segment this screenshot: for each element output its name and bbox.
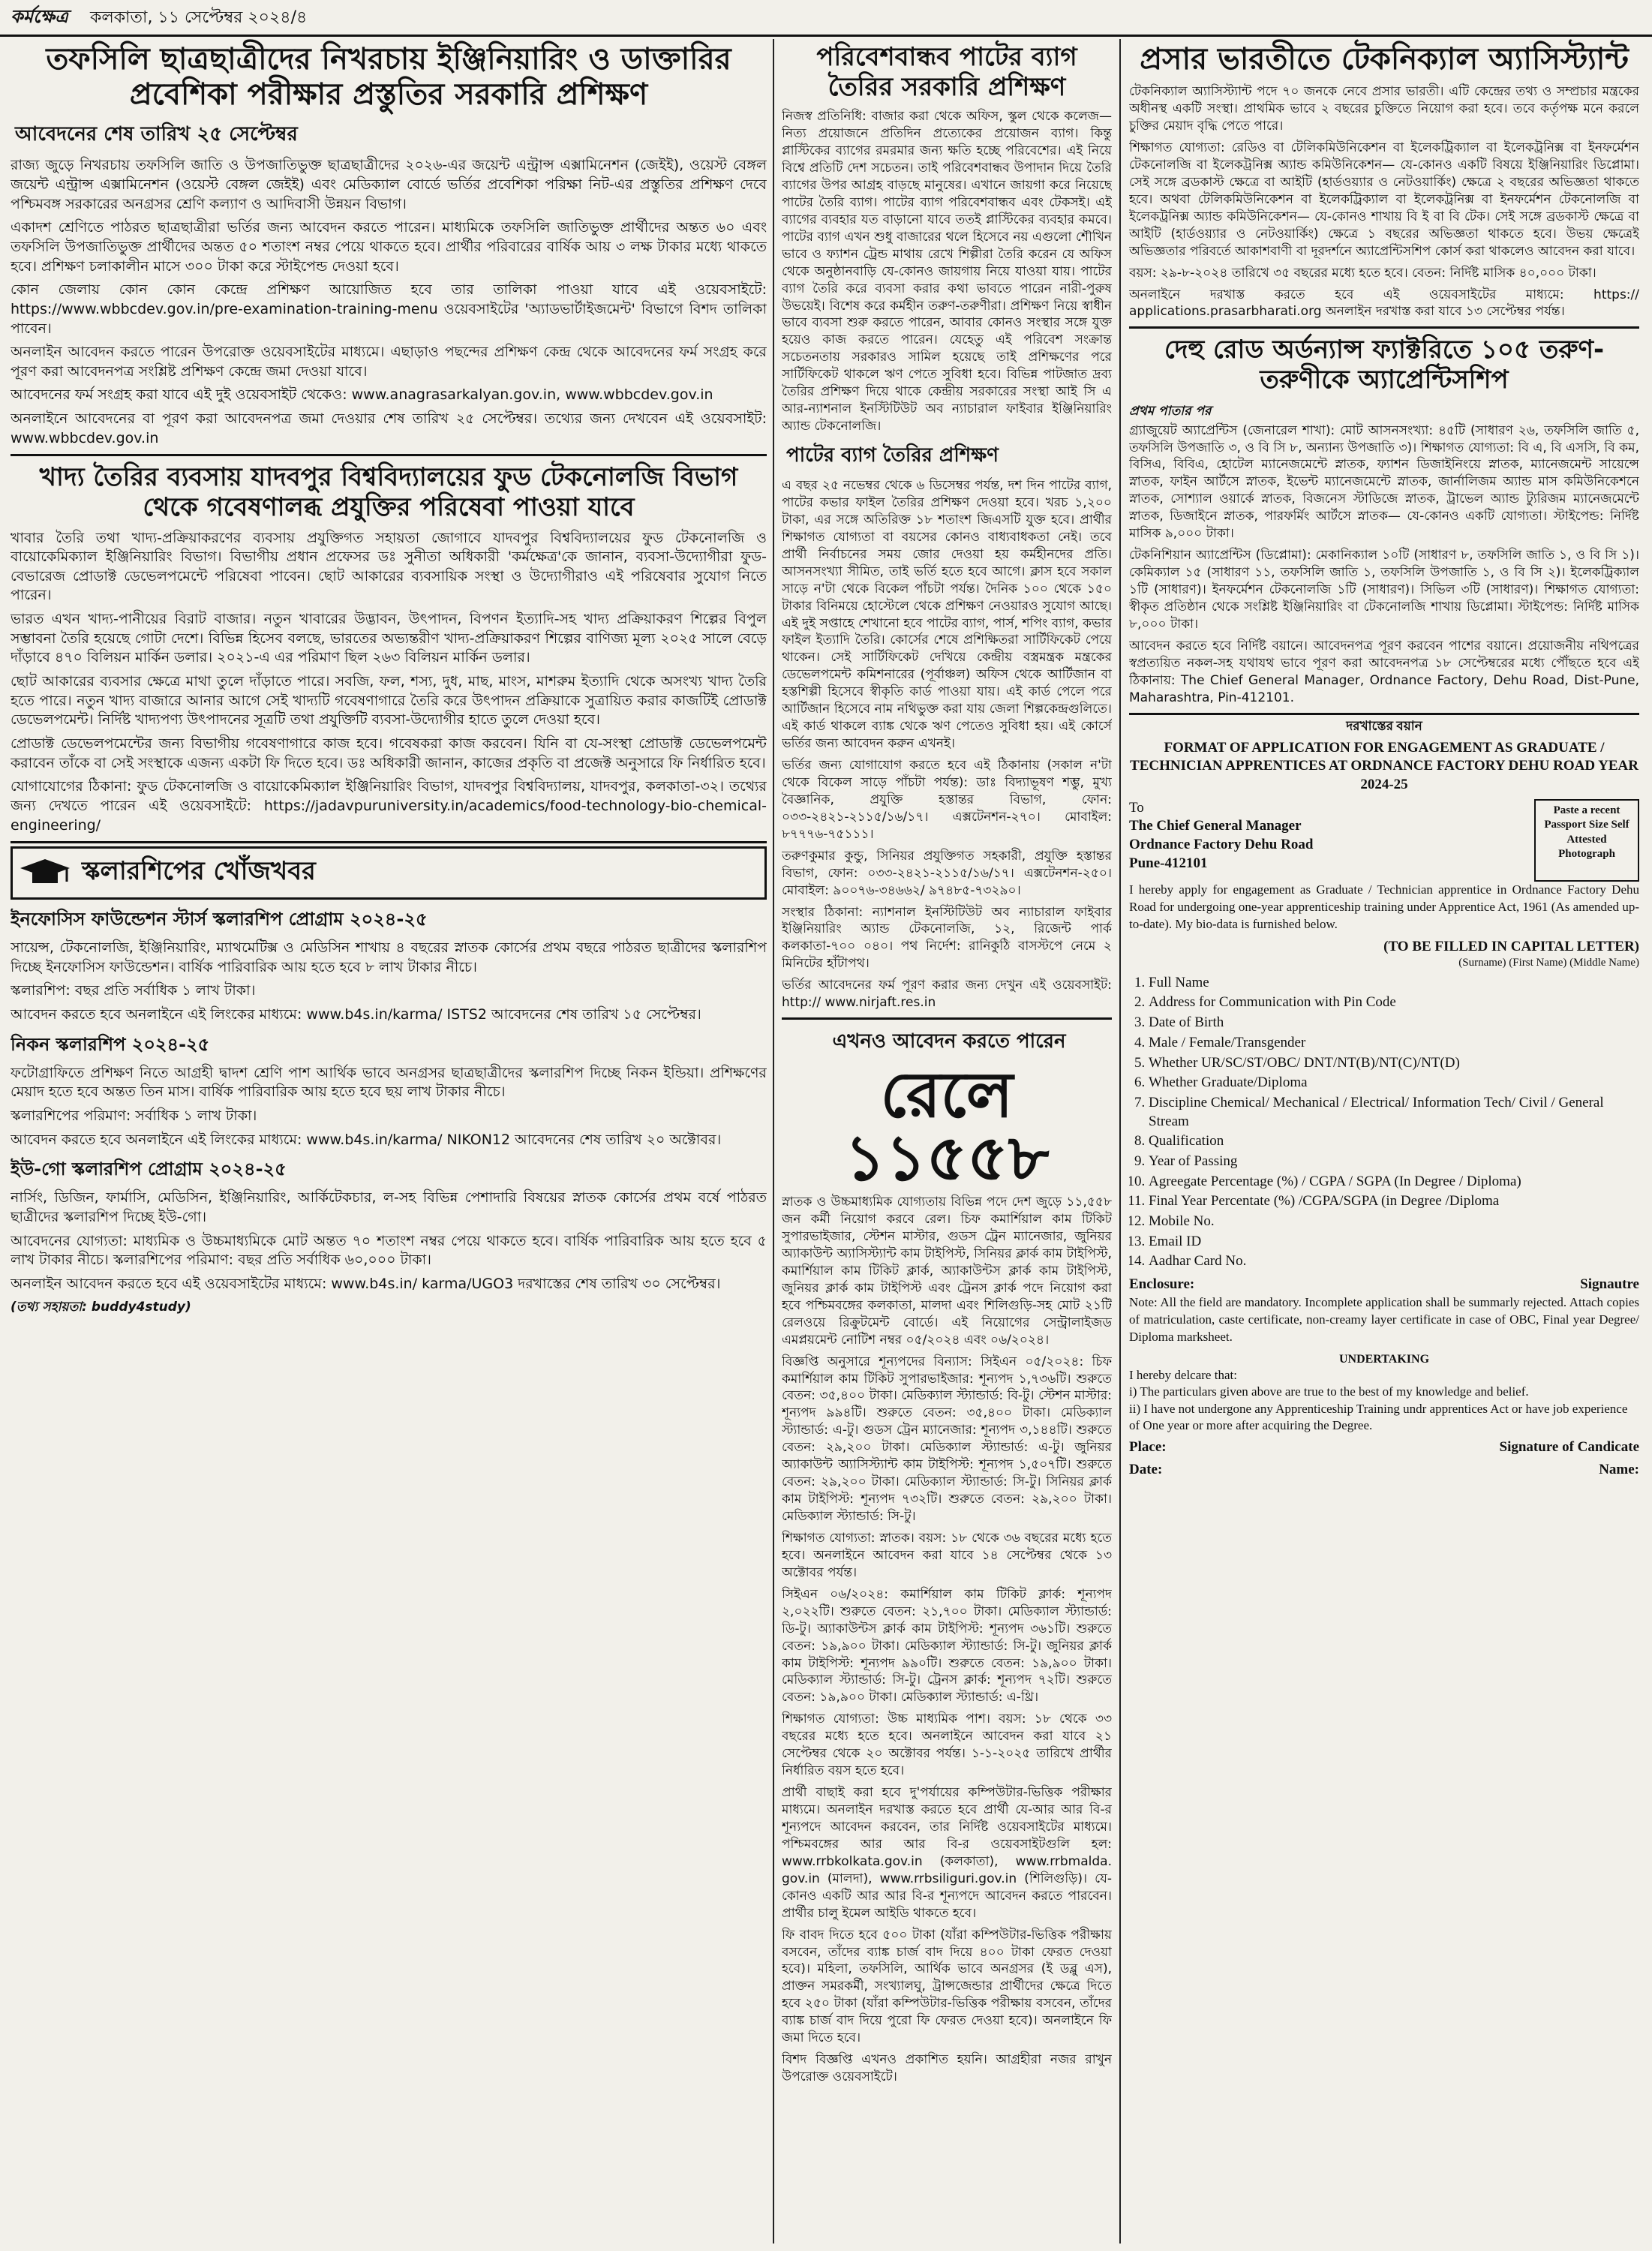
article-paragraph: খাবার তৈরি তথা খাদ্য-প্রক্রিয়াকরণের ব্যবসায় প্রযুক্তিগত সহায়তা জোগাবে যাদবপুর বিশ্ববিদ্যালয়ের ফুড টেকনোলজি ও বায়োকেমিক্যাল ইঞ্জিনিয়ারিং বিভাগ। বিভাগীয় প্রধান প্রফেসর ডঃ সুনীতা অধিকারী 'কর্মক্ষেত্র'কে জানান, ব্যবসা-উদ্যোগীরা ফুড-বেভারেজ প্রোডাক্ট ডেভেলপমেন্টে পরিষেবা পাবেন। ছোট আকারের ব্যবসায়িক সংস্থা ও উদ্যোগীরাও এই পরিষেবার সুযোগ নিতে পারেন।: [11, 529, 767, 604]
article-paragraph: স্কলারশিপ: বছর প্রতি সর্বাধিক ১ লাখ টাকা।: [11, 982, 256, 999]
form-caps-note: (TO BE FILLED IN CAPITAL LETTER): [1383, 938, 1639, 954]
article-headline: দেহু রোড অর্ডন্যান্স ফ্যাক্টরিতে ১০৫ তরুণ-তরুণীকে অ্যাপ্রেন্টিসশিপ: [1164, 335, 1605, 395]
column-left: [11, 39, 767, 2243]
form-field-list: [1149, 974, 1639, 1271]
article-section: [1129, 326, 1639, 706]
form-enclosure-row: [1129, 1276, 1639, 1294]
form-address-line: The Chief General Manager: [1129, 818, 1302, 834]
graduation-cap-icon: [19, 858, 71, 889]
form-address-line: Pune-412101: [1129, 855, 1208, 871]
article-subhead: আবেদনের শেষ তারিখ ২৫ সেপ্টেম্বর: [15, 123, 298, 146]
article-paragraph: ফটোগ্রাফিতে প্রশিক্ষণ নিতে আগ্রহী দ্বাদশ শ্রেণি পাশ আর্থিক ভাবে অনগ্রসর ছাত্রছাত্রীদের স্কলারশিপ দিচ্ছে নিকন ইন্ডিয়া। প্রশিক্ষণের মেয়াদ হতে হবে অন্তত তিন মাস। বার্ষিক পারিবারিক আয় হতে হবে ছয় লাখ টাকার নীচে।: [11, 1064, 767, 1101]
scholarship-title: স্কলারশিপের খোঁজখবর: [82, 856, 316, 887]
article-paragraph: অনলাইনে আবেদনের বা পূরণ করা আবেদনপত্র জমা দেওয়ার শেষ তারিখ ২৫ সেপ্টেম্বর। তথ্যের জন্য দেখবেন এই ওয়েবসাইট: www.wbbcdev.gov.in: [11, 410, 767, 446]
article-paragraph: নিজস্ব প্রতিনিধি: বাজার করা থেকে অফিস, স্কুল থেকে কলেজ— নিত্য প্রয়োজনে প্রতিদিন প্রত্যেকের প্রয়োজন ব্যাগ। কিন্তু প্লাস্টিকের ব্যাগের রমরমার জন্য ক্ষতি হচ্ছে পরিবেশের। এই নিয়ে বিশ্বে প্রতিটি দেশ সচেতন। তাই পরিবেশবান্ধব উপাদান দিয়ে তৈরি ব্যাগের উপর আগ্রহ বাড়ছে মানুষের। এখানে জায়গা করে নিয়েছে পাটের তৈরি ব্যাগ। পাটের ব্যাগ পরিবেশবান্ধব এবং টেকসই। এই ব্যাগের ব্যবহার যত বাড়ানো যাবে ততই প্লাস্টিকের ব্যবহার কমবে। পাটের ব্যাগ এখন শুধু বাজারের থলে হিসেবে নয় এগুলো শৌখিন ভাবে ও ফ্যাশন ট্রেন্ড মাথায় রেখে শিল্পীরা তৈরি করেন যে অফিস থেকে অনুষ্ঠানবাড়ি যে-কোনও জায়গায় নিয়ে যাওয়া যায়। পাটের ব্যাগ তৈরি করে ব্যবসা করার কথা ভাবতে পারেন নারী-পুরুষ উভয়েই। বিশেষ করে কর্মহীন তরুণ-তরুণীরা। প্রশিক্ষণ নিয়ে স্বাধীন ভাবে ব্যবসা শুরু করতে পারেন, আবার কোনও সংস্থার সঙ্গে যুক্ত হয়েও কাজ করতে পারেন। যেহেতু এই পরিবেশ সংক্রান্ত সচেতনতায় সরকারও সামিল হয়েছে তাই প্রশিক্ষণের পরে সার্টিফিকেট থাকলে ঋণ পেতে সুবিধা হবে। বিভিন্ন পাটজাত দ্রব্য তৈরির প্রশিক্ষণ দিয়ে থাকে কেন্দ্রীয় সরকারের সংস্থা আই সি এ আর-ন্যাশনাল ইনস্টিটিউট অব ন্যাচারাল ফাইবার ইঞ্জিনিয়ারিং অ্যান্ড টেকনোলজি।: [782, 109, 1112, 434]
article-paragraph: বিশদ বিজ্ঞপ্তি এখনও প্রকাশিত হয়নি। আগ্রহীরা নজর রাখুন উপরোক্ত ওয়েবসাইটে।: [782, 2052, 1112, 2085]
article-paragraph: ভারত এখন খাদ্য-পানীয়ের বিরাট বাজার। নতুন খাবারের উদ্ভাবন, উৎপাদন, বিপণন ইত্যাদি-সহ খাদ্য প্রক্রিয়াকরণ শিল্পের বিপুল সম্ভাবনা তৈরি হয়েছে গোটা দেশে। বিভিন্ন হিসেব বলছে, ভারতের অভ্যন্তরীণ খাদ্য-প্রক্রিয়াকরণ শিল্পের বাণিজ্য মূল্য ২০২৫ সালে বেড়ে দাঁড়াবে ৪৭০ বিলিয়ন মার্কিন ডলার। ২০২১-এ এর পরিমাণ ছিল ২৬৩ বিলিয়ন মার্কিন ডলার।: [11, 611, 767, 666]
form-to: To: [1129, 799, 1144, 816]
rail-kicker: এখনও আবেদন করতে পারেন: [832, 1030, 1066, 1053]
brand-logo: কর্মক্ষেত্র: [11, 6, 68, 27]
column-divider: [773, 39, 774, 2243]
article-paragraph: স্নাতক ও উচ্চমাধ্যমিক যোগ্যতায় বিভিন্ন পদে দেশ জুড়ে ১১,৫৫৮ জন কর্মী নিয়োগ করবে রেল। চিফ কমার্শিয়াল কাম টিকিট সুপারভাইজার, স্টেশন মাস্টার, গুডস ট্রেন ম্যানেজার, জুনিয়র অ্যাকাউন্ট অ্যাসিস্ট্যান্ট কাম টাইপিস্ট, সিনিয়র ক্লার্ক কাম টাইপিস্ট, কমার্শিয়াল কাম টিকিট ক্লার্ক, অ্যাকাউন্টস ক্লার্ক কাম টাইপিস্ট, জুনিয়র ক্লার্ক কাম টাইপিস্ট এবং ট্রেনস ক্লার্ক পদে নিয়োগ করা হবে পশ্চিমবঙ্গের কলকাতা, মালদা এবং শিলিগুড়ি-সহ মোট ২১টি রেলওয়ে রিক্রুটমেন্ট বোর্ডে। এই নিয়োগের সেন্ট্রালাইজড এমপ্লয়মেন্ট নোটিশ নম্বর ০৫/২০২৪ এবং ০৬/২০২৪।: [782, 1195, 1112, 1348]
article-paragraph: বিজ্ঞপ্তি অনুসারে শূন্যপদের বিন্যাস: সিইএন ০৫/২০২৪: চিফ কমার্শিয়াল কাম টিকিট সুপারভাইজার: শূন্যপদ ১,৭৩৬টি। শুরুতে বেতন: ৩৫,৪০০ টাকা। মেডিক্যাল স্ট্যান্ডার্ড: বি-টু। স্টেশন মাস্টার: শূন্যপদ ৯৯৪টি। শুরুতে বেতন: ৩৫,৪০০ টাকা। মেডিক্যাল স্ট্যান্ডার্ড: এ-টু। গুডস ট্রেন ম্যানেজার: শূন্যপদ ৩,১৪৪টি। শুরুতে বেতন: ২৯,২০০ টাকা। মেডিক্যাল স্ট্যান্ডার্ড: এ-টু। জুনিয়র অ্যাকাউন্ট অ্যাসিস্ট্যান্ট কাম টাইপিস্ট: শূন্যপদ ১,৫০৭টি। শুরুতে বেতন: ২৯,২০০ টাকা। মেডিক্যাল স্ট্যান্ডার্ড: সি-টু। সিনিয়র ক্লার্ক কাম টাইপিস্ট: শূন্যপদ ৭৩২টি। শুরুতে বেতন: ২৯,২০০ টাকা। মেডিক্যাল স্ট্যান্ডার্ড: সি-টু।: [782, 1354, 1112, 1525]
rail-headline: রেলে ১১৫৫৮: [844, 1058, 1050, 1195]
article-paragraph: আবেদন করতে হবে অনলাইনে এই লিংকের মাধ্যমে: www.b4s.in/karma/ NIKON12 আবেদনের শেষ তারিখ ২০ অক্টোবর।: [11, 1131, 722, 1148]
form-note: Note: All the field are mandatory. Incomplete application shall be summarly rejected. Attach copies of matriculation, caste certificate, non-creamy layer certificate in case of OBC, Final year Degree/ Diploma marksheet.: [1129, 1294, 1639, 1344]
scholarship-header: [11, 846, 767, 900]
scholarship-item: [11, 1156, 767, 1294]
article-paragraph: সংস্থার ঠিকানা: ন্যাশনাল ইনস্টিটিউট অব ন্যাচারাল ফাইবার ইঞ্জিনিয়ারিং অ্যান্ড টেকনোলজি, ১২, রিজেন্ট পার্ক কলকাতা-৭০০ ০৪০। পথ নির্দেশ: রানিকুঠি বাসস্টপে নেমে ২ মিনিটের হাঁটাপথ।: [782, 904, 1112, 972]
rail-section: [782, 1017, 1112, 2086]
form-name: Name:: [1599, 1462, 1639, 1478]
column-right: [1129, 39, 1639, 2243]
article-paragraph: প্রার্থী বাছাই করা হবে দু'পর্যায়ের কম্পিউটার-ভিত্তিক পরীক্ষার মাধ্যমে। অনলাইন দরখাস্ত করতে হবে প্রার্থী যে-আর আর বি-র শূন্যপদে আবেদন করবেন, তার নির্দিষ্ট ওয়েবসাইটের মাধ্যমে। পশ্চিমবঙ্গের আর আর বি-র ওয়েবসাইটগুলি হল: www.rrbkolkata.gov.in (কলকাতা), www.rrbmalda. gov.in (মালদা), www.rrbsiliguri.gov.in (শিলিগুড়ি)। যে-কোনও একটি আর আর বি-র শূন্যপদে আবেদন করতে পারবেন। প্রার্থীর চালু ইমেল আইডি থাকতে হবে।: [782, 1785, 1112, 1921]
scholarship-section: [11, 841, 767, 1315]
form-field: 1. Full Name: [1149, 974, 1639, 993]
article-headline: পরিবেশবান্ধব পাটের ব্যাগ তৈরির সরকারি প্রশিক্ষণ: [816, 42, 1077, 103]
article-paragraph: আবেদন করতে হবে নির্দিষ্ট বয়ানে। আবেদনপত্র পূরণ করবেন পাশের বয়ানে। প্রয়োজনীয় নথিপত্রের স্বপ্রত্যয়িত নকল-সহ যথাযথ ভাবে পূরণ করা আবেদনপত্র ১৮ সেপ্টেম্বরের মধ্যে পৌঁছতে হবে এই ঠিকানায়: The Chief General Manager, Ordnance Factory, Dehu Road, Dist-Pune, Maharashtra, Pin-412101.: [1129, 638, 1639, 705]
article-paragraph: আবেদনের যোগ্যতা: মাধ্যমিক ও উচ্চমাধ্যমিকে মোট অন্তত ৭০ শতাংশ নম্বর পেয়ে থাকতে হবে। বার্ষিক পারিবারিক আয় হতে হবে ৫ লাখ টাকার নীচে। স্কলারশিপের পরিমাণ: বছর প্রতি সর্বাধিক ৬০,০০০ টাকা।: [11, 1232, 767, 1269]
form-field: 4. Male / Female/Transgender: [1149, 1034, 1639, 1053]
scholarship-name: নিকন স্কলারশিপ ২০২৪-২৫: [11, 1033, 210, 1055]
form-place: Place:: [1129, 1438, 1167, 1455]
form-declare: I hereby delcare that:: [1129, 1368, 1237, 1383]
article-paragraph: টেকনিশিয়ান অ্যাপ্রেন্টিস (ডিপ্লোমা): মেকানিক্যাল ১০টি (সাধারণ ৮, তফসিলি জাতি ১, ও বি সি ১)। কেমিক্যাল ১৫ (সাধারণ ১১, তফসিলি জাতি ১, তফসিলি উপজাতি ১, ও বি সি ২)। ইলেকট্রিক্যাল ১টি (সাধারণ)। ইনফর্মেশন টেকনোলজি ১টি (সাধারণ)। সিভিল ৩টি (সাধারণ)। শিক্ষাগত যোগ্যতা: স্বীকৃত প্রতিষ্ঠান থেকে সংশ্লিষ্ট ইঞ্জিনিয়ারিং বা টেকনোলজি শাখায় ডিপ্লোমা। স্টাইপেন্ড: নির্দিষ্ট মাসিক ৮,০০০ টাকা।: [1129, 548, 1639, 632]
article-paragraph: ফি বাবদ দিতে হবে ৫০০ টাকা (যাঁরা কম্পিউটার-ভিত্তিক পরীক্ষায় বসবেন, তাঁদের ব্যাঙ্ক চার্জ বাদ দিয়ে ৪০০ টাকা ফেরত দেওয়া হবে)। মহিলা, তফসিলি, আর্থিক ভাবে অনগ্রসর (ই ডব্লু এস), প্রাক্তন সমরকর্মী, সংখ্যালঘু, ট্রান্সজেন্ডার প্রার্থীদের ক্ষেত্রে দিতে হবে ২৫০ টাকা (যাঁরা কম্পিউটার-ভিত্তিক পরীক্ষায় বসবেন, তাঁদের ব্যাঙ্ক চার্জ বাদ দিয়ে পুরো ফি ফেরত দেওয়া হবে)। অনলাইনে ফি জমা দিতে হবে।: [782, 1927, 1112, 2046]
form-field: 9. Year of Passing: [1149, 1153, 1639, 1171]
form-address-line: Ordnance Factory Dehu Road: [1129, 837, 1314, 853]
dateline: কলকাতা, ১১ সেপ্টেম্বর ২০২৪/৪: [90, 8, 308, 27]
article-paragraph: ভর্তির আবেদনের ফর্ম পূরণ করার জন্য দেখুন এই ওয়েবসাইট: http:// www.nirjaft.res.in: [782, 978, 1112, 1011]
article-paragraph: কোন জেলায় কোন কোন কেন্দ্রে প্রশিক্ষণ আয়োজিত হবে তার তালিকা পাওয়া যাবে এই ওয়েবসাইটে: https://www.wbbcdev.gov.in/pre-examination-training-menu ওয়েবসাইটের 'অ্যাডভার্টাইজমেন্ট' বিভাগে বিশদ তালিকা পাবেন।: [11, 281, 767, 337]
credit-line: (তথ্য সহায়তা: buddy4study): [11, 1299, 191, 1315]
article-paragraph: শিক্ষাগত যোগ্যতা: উচ্চ মাধ্যমিক পাশ। বয়স: ১৮ থেকে ৩৩ বছরের মধ্যে হতে হবে। অনলাইনে আবেদন করা যাবে ২১ সেপ্টেম্বর থেকে ২০ অক্টোবর পর্যন্ত। ১-১-২০২৫ তারিখে প্রার্থীর নির্ধারিত বয়স হতে হবে।: [782, 1712, 1112, 1779]
form-field: 14. Aadhar Card No.: [1149, 1252, 1639, 1271]
article-headline: তফসিলি ছাত্রছাত্রীদের নিখরচায় ইঞ্জিনিয়ারিং ও ডাক্তারির প্রবেশিকা পরীক্ষার প্রস্তুতির সরকারি প্রশিক্ষণ: [46, 42, 731, 113]
column-divider: [1119, 39, 1121, 2243]
article-paragraph: সায়েন্স, টেকনোলজি, ইঞ্জিনিয়ারিং, ম্যাথমেটিক্স ও মেডিসিন শাখায় ৪ বছরের স্নাতক কোর্সের প্রথম বছরে পাঠরত ছাত্রীদের স্কলারশিপ দিচ্ছে ইনফোসিস ফাউন্ডেশন। বার্ষিক পারিবারিক আয় হতে হবে ৮ লাখ টাকার নীচে।: [11, 939, 767, 975]
article-paragraph: নার্সিং, ডিজিন, ফার্মাসি, মেডিসিন, ইঞ্জিনিয়ারিং, আর্কিটেকচার, ল-সহ বিভিন্ন পেশাদারি বিষয়ের স্নাতক কোর্সের প্রথম বর্ষে পাঠরত ছাত্রীদের স্কলারশিপ দিচ্ছে ইউ-গো।: [11, 1189, 767, 1225]
article-paragraph: শিক্ষাগত যোগ্যতা: রেডিও বা টেলিকমিউনিকেশন বা ইলেকট্রিক্যাল বা ইলেকট্রনিক্স বা ইনফর্মেশন টেকনোলজি বা ইলেকট্রনিক্স অ্যান্ড কমিউনিকেশন— যে-কোনও একটি বিষয়ে ইঞ্জিনিয়ারিং ডিপ্লোমা। সেই সঙ্গে ব্রডকাস্ট ক্ষেত্রে বা আইটি (হার্ডওয়্যার ও নেটওয়ার্কিং) ক্ষেত্রে ২ বছরের অভিজ্ঞতা থাকতে হবে। অথবা টেলিকমিউনিকেশন বা ইলেকট্রিক্যাল বা ইলেকট্রনিক্স বা ইনফর্মেশন টেকনোলজি বা ইলেকট্রনিক্স অ্যান্ড কমিউনিকেশন— যে-কোনও শাখায় বি ই বা বি টেক। সেই সঙ্গে ব্রডকাস্ট ক্ষেত্রে বা আইটি (হার্ডওয়্যার ও নেটওয়ার্কিং) ক্ষেত্রে ১ বছরের অভিজ্ঞতা থাকতে হবে। উভয় ক্ষেত্রেই অভিজ্ঞতার পরিবর্তে আকাশবাণী বা দূরদর্শনে অ্যাপ্রেন্টিসশিপ কোর্স করা থাকলেও আবেদন করা যাবে।: [1129, 140, 1639, 259]
form-field: 13. Email ID: [1149, 1233, 1639, 1252]
article-paragraph: গ্র্যাজুয়েট অ্যাপ্রেন্টিস (জেনারেল শাখা): মোট আসনসংখ্যা: ৪৫টি (সাধারণ ২৬, তফসিলি জাতি ৫, তফসিলি উপজাতি ৩, ও বি সি ৮, অন্যান্য উপজাতি ৩)। শিক্ষাগত যোগ্যতা: বি এ, বি এসসি, বি কম, বিসিএ, বিবিএ, হোটেল ম্যানেজমেন্টে স্নাতক, ফ্যাশন ডিজাইনিংয়ে স্নাতক, ম্যানেজমেন্ট সায়েন্সে স্নাতক, ফাইন আর্টসে স্নাতক, ইভেন্ট ম্যানেজমেন্টে স্নাতক, জার্নালিজম অ্যান্ড মাস কমিউনিকেশনে স্নাতক, সোশ্যাল ওয়ার্কে স্নাতক, বিজনেস স্টাডিজে স্নাতক, ট্রাভেল অ্যান্ড ট্যুরিজম ম্যানেজমেন্টে স্নাতক, ডিজাইনে স্নাতক, পারফর্মিং আর্টসে স্নাতক— যে-কোনও একটি যোগ্যতা। স্টাইপেন্ড: নির্দিষ্ট মাসিক ৯,০০০ টাকা।: [1129, 422, 1639, 542]
article-paragraph: টেকনিক্যাল অ্যাসিস্ট্যান্ট পদে ৭০ জনকে নেবে প্রসার ভারতী। এটি কেন্দ্রের তথ্য ও সম্প্রচার মন্ত্রকের অধীনস্থ একটি সংস্থা। প্রাথমিক ভাবে ২ বছরের চুক্তিতে নিয়োগ করা হবে। তবে কর্তৃপক্ষ মনে করলে চুক্তির মেয়াদ বৃদ্ধি পেতে পারে।: [1129, 84, 1639, 134]
article-kicker: প্রথম পাতার পর: [1129, 403, 1212, 419]
article-paragraph: শিক্ষাগত যোগ্যতা: স্নাতক। বয়স: ১৮ থেকে ৩৬ বছরের মধ্যে হতে হবে। অনলাইনে আবেদন করা যাবে ১৪ সেপ্টেম্বর থেকে ১৩ অক্টোবর পর্যন্ত।: [782, 1530, 1112, 1580]
scholarship-name: ইনফোসিস ফাউন্ডেশন স্টার্স স্কলারশিপ প্রোগ্রাম ২০২৪-২৫: [11, 909, 428, 930]
form-signature-candidate: Signature of Candicate: [1499, 1438, 1639, 1455]
form-date: Date:: [1129, 1462, 1163, 1478]
form-field: 3. Date of Birth: [1149, 1014, 1639, 1032]
scholarship-item: [11, 906, 767, 1025]
article-paragraph: ছোট আকারের ব্যবসার ক্ষেত্রে মাথা তুলে দাঁড়াতে পারে। সবজি, ফল, শস্য, দুধ, মাছ, মাংস, মাশরুম ইত্যাদি থেকে অসংখ্য খাদ্য তৈরি হতে পারে। নতুন খাদ্য বাজারে আনার আগে সেই খাদ্যটি গবেষণাগারে তৈরি করে উৎপাদন প্রক্রিয়াকে সুত্রায়িত করার কাজটিই প্রোডাক্ট ডেভেলপমেন্ট। নির্দিষ্ট খাদ্যপণ্য উৎপাদনের সূত্রটি তথা প্রযুক্তিটি ব্যবসা-উদ্যোগীর হাতে তুলে দেওয়া হবে।: [11, 673, 767, 729]
form-enclosure: Enclosure:: [1129, 1276, 1195, 1293]
article-subhead: পাটের ব্যাগ তৈরির প্রশিক্ষণ: [786, 444, 999, 467]
article-paragraph: একাদশ শ্রেণিতে পাঠরত ছাত্রছাত্রীরা ভর্তির জন্য আবেদন করতে পারেন। মাধ্যমিকে তফসিলি জাতিভুক্ত প্রার্থীদের অন্তত ৬০ এবং তফসিলি উপজাতিভুক্ত প্রার্থীদের অন্তত ৫০ শতাংশ নম্বর পেয়ে থাকতে হবে। প্রার্থীর পরিবারের বার্ষিক আয় ৩ লক্ষ টাকার মধ্যে থাকতে হবে। প্রশিক্ষণ চলাকালীন মাসে ৩০০ টাকা করে স্টাইপেন্ড দেওয়া হবে।: [11, 219, 767, 275]
form-field: 8. Qualification: [1149, 1132, 1639, 1151]
article-paragraph: প্রোডাক্ট ডেভেলপমেন্টের জন্য বিভাগীয় গবেষণাগারে কাজ হবে। গবেষকরা কাজ করবেন। যিনি বা যে-সংস্থা প্রোডাক্ট ডেভেলপমেন্ট করাবেন তাঁকে বা সেই সংস্থাকে এজন্য একটা ফি দিতে হবে। ডঃ অধিকারী জানান, কাজের প্রকৃতি বা প্রজেক্ট অনুসারে ফি নির্ধারিত হবে।: [11, 735, 767, 771]
form-field: 12. Mobile No.: [1149, 1213, 1639, 1231]
column-middle: [782, 39, 1112, 2243]
article-paragraph: অনলাইন আবেদন করতে পারেন উপরোক্ত ওয়েবসাইটের মাধ্যমে। এছাড়াও পছন্দের প্রশিক্ষণ কেন্দ্র থেকে আবেদনের ফর্ম সংগ্রহ করে পূরণ করা আবেদনপত্র সংশ্লিষ্ট প্রশিক্ষণ কেন্দ্রে জমা দেওয়া যাবে।: [11, 344, 767, 380]
form-kicker: দরখাস্তের বয়ান: [1346, 718, 1422, 733]
form-sign-row: [1129, 1438, 1639, 1457]
form-field: 10. Agreegate Percentage (%) / CGPA / SGPA (In Degree / Diploma): [1149, 1173, 1639, 1192]
form-field: 6. Whether Graduate/Diploma: [1149, 1074, 1639, 1092]
form-declare-item: i) The particulars given above are true to the best of my knowledge and belief.: [1129, 1384, 1529, 1399]
form-declare-item: ii) I have not undergone any Apprenticeship Training undr apprentices Act or have job experience of One year or more after acquiring the Degree.: [1129, 1401, 1628, 1432]
article-paragraph: সিইএন ০৬/২০২৪: কমার্শিয়াল কাম টিকিট ক্লার্ক: শূন্যপদ ২,০২২টি। শুরুতে বেতন: ২১,৭০০ টাকা। মেডিক্যাল স্ট্যান্ডার্ড: ডি-টু। অ্যাকাউন্টস ক্লার্ক কাম টাইপিস্ট: শূন্যপদ ৩৬১টি। শুরুতে বেতন: ১৯,৯০০ টাকা। মেডিক্যাল স্ট্যান্ডার্ড: সি-টু। জুনিয়র ক্লার্ক কাম টাইপিস্ট: শূন্যপদ ৯৯০টি। শুরুতে বেতন: ১৯,৯০০ টাকা। মেডিক্যাল স্ট্যান্ডার্ড: সি-টু। ট্রেনস ক্লার্ক: শূন্যপদ ৭২টি। শুরুতে বেতন: ১৯,৯০০ টাকা। মেডিক্যাল স্ট্যান্ডার্ড: এ-থ্রি।: [782, 1586, 1112, 1706]
masthead: [0, 0, 1652, 37]
article-paragraph: ভর্তির জন্য যোগাযোগ করতে হবে এই ঠিকানায় (সকাল ন'টা থেকে বিকেল সাড়ে পাঁচটা পর্যন্ত): ডাঃ বিদ্যাভূষণ শম্ভু, মুখ্য বৈজ্ঞানিক, প্রযুক্তি হস্তান্তর বিভাগ, ফোন: ০৩৩-২৪২১-২১১৫/১৬/১৭। এক্সটেনশন-২৭০। মোবাইল: ৮৭৭৭৬-৭৫১১১।: [782, 758, 1112, 842]
scholarship-item: [11, 1031, 767, 1150]
article-section: [11, 454, 767, 835]
article-paragraph: তরুণকুমার কুন্ডু, সিনিয়র প্রযুক্তিগত সহকারী, প্রযুক্তি হস্তান্তর বিভাগ, ফোন: ০৩৩-২৪২১-২১১৫/১৬/১৭। এক্সটেনশন-২৫০। মোবাইল: ৯০০৭৬-৩৪৬৬২/ ৯৭৪৮৫-৭৩২৯০।: [782, 848, 1112, 898]
form-title: FORMAT OF APPLICATION FOR ENGAGEMENT AS GRADUATE / TECHNICIAN APPRENTICES AT ORDNANCE FACTORY DEHU ROAD YEAR 2024-25: [1130, 739, 1638, 793]
form-name-columns: (Surname) (First Name) (Middle Name): [1458, 957, 1639, 969]
article-paragraph: আবেদন করতে হবে অনলাইনে এই লিংকের মাধ্যমে: www.b4s.in/karma/ ISTS2 আবেদনের শেষ তারিখ ১৫ সেপ্টেম্বর।: [11, 1006, 701, 1023]
article-paragraph: যোগাযোগের ঠিকানা: ফুড টেকনোলজি ও বায়োকেমিক্যাল ইঞ্জিনিয়ারিং বিভাগ, যাদবপুর বিশ্ববিদ্যালয়, যাদবপুর, কলকাতা-৩২। তথ্যের জন্য দেখতে পারেন এই ওয়েবসাইটে: https://jadavpuruniversity.in/academics/food-technology-bio-chemical-engineering/: [11, 778, 767, 834]
article-paragraph: অনলাইনে দরখাস্ত করতে হবে এই ওয়েবসাইটের মাধ্যমে: https:// applications.prasarbharati.org অনলাইন দরখাস্ত করা যাবে ১৩ সেপ্টেম্বর পর্যন্ত।: [1129, 287, 1639, 320]
article-headline: খাদ্য তৈরির ব্যবসায় যাদবপুর বিশ্ববিদ্যালয়ের ফুড টেকনোলজি বিভাগ থেকে গবেষণালব্ধ প্রযুক্তির পরিষেবা পাওয়া যাবে: [39, 462, 738, 523]
form-intro: I hereby apply for engagement as Graduate / Technician apprentice in Ordnance Factory Dehu Road for undergoing one-year apprenticeship training under Apprentice Act, 1961 (As amended up-to-date). My bio-data is furnished below.: [1129, 882, 1639, 931]
form-field: 5. Whether UR/SC/ST/OBC/ DNT/NT(B)/NT(C)/NT(D): [1149, 1054, 1639, 1073]
article-paragraph: অনলাইন আবেদন করতে হবে এই ওয়েবসাইটের মাধ্যমে: www.b4s.in/ karma/UGO3 দরখাস্তের শেষ তারিখ ৩০ সেপ্টেম্বর।: [11, 1275, 721, 1292]
form-field: 7. Discipline Chemical/ Mechanical / Electrical/ Information Tech/ Civil / General Stream: [1149, 1094, 1639, 1131]
scholarship-name: ইউ-গো স্কলারশিপ প্রোগ্রাম ২০২৪-২৫: [11, 1159, 287, 1180]
article-paragraph: এ বছর ২৫ নভেম্বর থেকে ৬ ডিসেম্বর পর্যন্ত, দশ দিন পাটের ব্যাগ, পাটের কভার ফাইল তৈরির প্রশিক্ষণ দেওয়া হবে। খরচ ১,২০০ টাকা, এর সঙ্গে অতিরিক্ত ১৮ শতাংশ জিএসটি যুক্ত হবে। প্রার্থীর শিক্ষাগত যোগ্যতা বা বয়সের কোনও বাধ্যবাধকতা নেই। তবে প্রার্থী নির্বাচনের সময় জোর দেওয়া হয় কর্মহীনদের প্রতি। আসনসংখ্যা সীমিত, তাই ভর্তি হতে হবে আগে। ক্লাস হবে সকাল সাড়ে ন'টা থেকে বিকেল পাঁচটা পর্যন্ত। দৈনিক ১০০ থেকে ১৫০ টাকার বিনিময়ে হোস্টেলে থেকে প্রশিক্ষণ নেওয়ারও সুযোগ আছে। এই দুই সপ্তাহে শেখানো হবে পাটের ব্যাগ, পার্স, শপিং ব্যাগ, কভার ফাইল ইত্যাদি তৈরি। কোর্সের শেষে প্রশিক্ষিতরা সার্টিফিকেট পেয়ে থাকেন। সেই সার্টিফিকেট দেখিয়ে কেন্দ্রীয় বস্ত্রমন্ত্রক মন্ত্রকের ডেভেলপমেন্ট কমিশনারের (পূর্বাঞ্চল) অফিস থেকে আর্টিজান বা হস্তশিল্পী হিসেবে স্বীকৃতি কার্ড পাওয়া যায়। এই কার্ড পেলে পরে আর্টিজান হিসেবে নাম নথিভুক্ত করা যায় জেলা শিল্পকেন্দ্রগুলিতে। এই কার্ড থাকলে ব্যাঙ্ক থেকে ঋণ পেতেও সুবিধা হয়। এই কোর্সে ভর্তির জন্য আবেদন করুন এখনই।: [782, 478, 1112, 752]
form-field: 2. Address for Communication with Pin Code: [1149, 993, 1639, 1012]
article-headline: প্রসার ভারতীতে টেকনিক্যাল অ্যাসিস্ট্যান্ট: [1140, 42, 1629, 77]
form-undertaking: UNDERTAKING: [1338, 1352, 1430, 1366]
form-sign-row: [1129, 1461, 1639, 1480]
photo-placeholder: Paste a recent Passport Size Self Attested Photograph: [1534, 799, 1639, 882]
article-paragraph: বয়স: ২৯-৮-২০২৪ তারিখে ৩৫ বছরের মধ্যে হতে হবে। বেতন: নির্দিষ্ট মাসিক ৪০,০০০ টাকা।: [1129, 265, 1596, 281]
article-paragraph: স্কলারশিপের পরিমাণ: সর্বাধিক ১ লাখ টাকা।: [11, 1107, 257, 1125]
form-field: 11. Final Year Percentate (%) /CGPA/SGPA (in Degree /Diploma: [1149, 1192, 1639, 1211]
article-paragraph: আবেদনের ফর্ম সংগ্রহ করা যাবে এই দুই ওয়েবসাইট থেকেও: www.anagrasarkalyan.gov.in, www.wbbcdev.gov.in: [11, 386, 713, 404]
application-form: [1129, 713, 1639, 1480]
article-paragraph: রাজ্য জুড়ে নিখরচায় তফসিলি জাতি ও উপজাতিভুক্ত ছাত্রছাত্রীদের ২০২৬-এর জয়েন্ট এন্ট্রান্স এক্সামিনেশন (জেইই), ওয়েস্ট বেঙ্গল জয়েন্ট এন্ট্রান্স এক্সামিনেশন (ওয়েস্ট বেঙ্গল জেইই) এবং মেডিক্যাল বোর্ডে ভর্তির প্রবেশিকা পরিক্ষা নিট-এর প্রস্তুতির প্রশিক্ষণ দেবে পশ্চিমবঙ্গ সরকারের অনগ্রসর শ্রেণি কল্যাণ ও আদিবাসী উন্নয়ন বিভাগ।: [11, 157, 767, 212]
form-signature: Signautre: [1580, 1276, 1639, 1293]
